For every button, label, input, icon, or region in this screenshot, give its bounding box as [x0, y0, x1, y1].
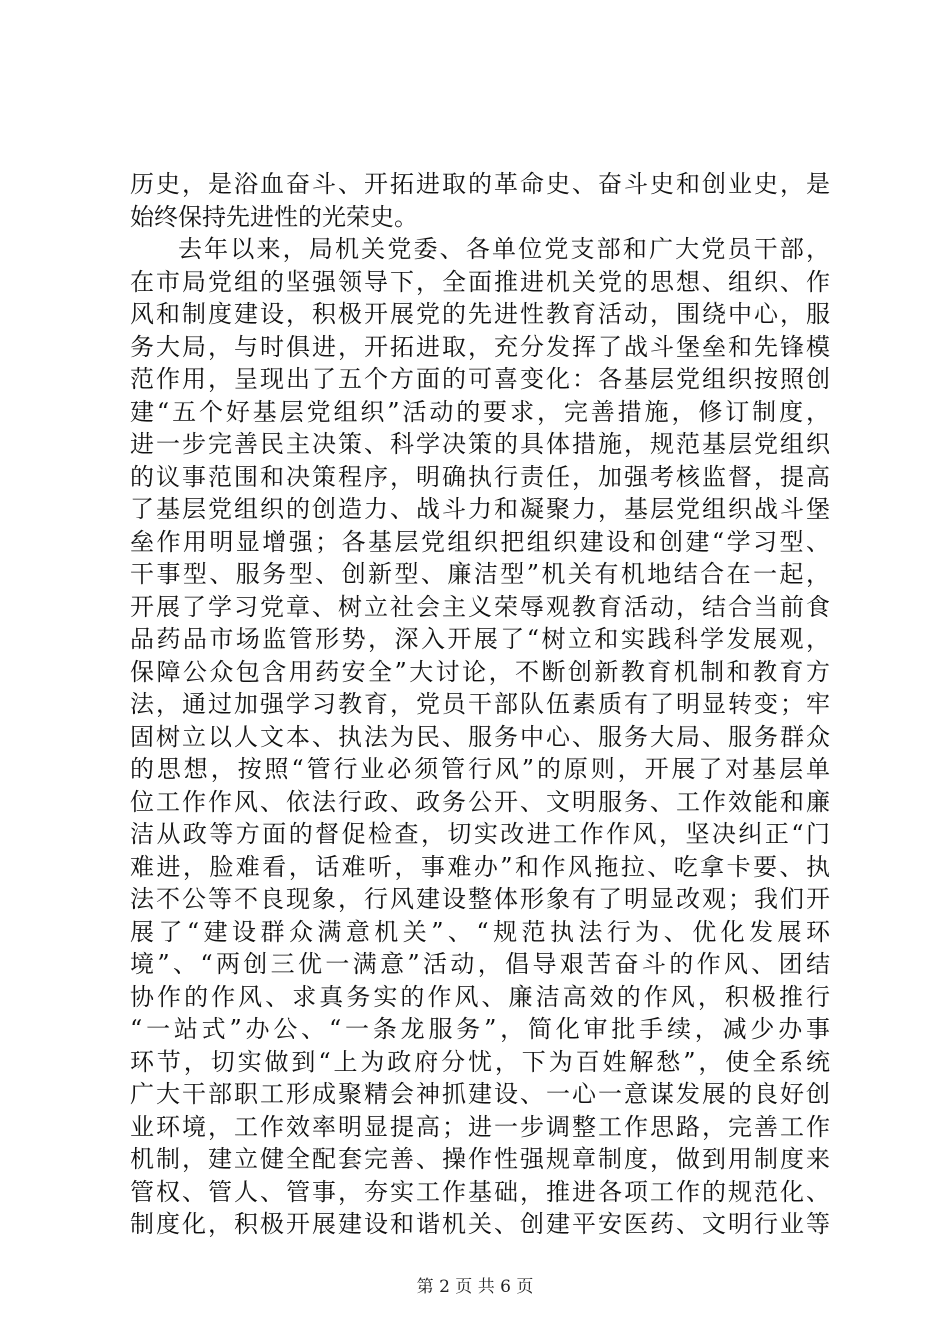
text-line: 开展了学习党章、树立社会主义荣辱观教育活动，结合当前食 — [130, 592, 830, 621]
text-line: 的思想，按照“管行业必须管行风”的原则，开展了对基层单 — [130, 755, 830, 783]
text-line: 机制，建立健全配套完善、操作性强规章制度，做到用制度来 — [130, 1145, 830, 1173]
text-line: 品药品市场监管形势，深入开展了“树立和实践科学发展观， — [130, 625, 830, 653]
text-line: 在市局党组的坚强领导下，全面推进机关党的思想、组织、作 — [130, 267, 830, 296]
text-line: 固树立以人文本、执法为民、服务中心、服务大局、服务群众 — [130, 722, 830, 751]
text-line: 范作用，呈现出了五个方面的可喜变化：各基层党组织按照创 — [130, 365, 830, 393]
text-line: 难进，脸难看，话难听，事难办”和作风拖拉、吃拿卡要、执 — [130, 852, 830, 881]
text-line: 管权、管人、管事，夯实工作基础，推进各项工作的规范化、 — [130, 1177, 830, 1206]
text-line: 位工作作风、依法行政、政务公开、文明服务、工作效能和廉 — [130, 787, 830, 816]
text-line: 法，通过加强学习教育，党员干部队伍素质有了明显转变；牢 — [130, 690, 830, 718]
text-line: 保障公众包含用药安全”大讨论，不断创新教育机制和教育方 — [130, 657, 830, 686]
text-line: 垒作用明显增强；各基层党组织把组织建设和创建“学习型、 — [130, 527, 830, 556]
text-line: 法不公等不良现象，行风建设整体形象有了明显改观；我们开 — [130, 885, 830, 913]
text-line: 协作的作风、求真务实的作风、廉洁高效的作风，积极推行 — [130, 982, 830, 1011]
text-line: 务大局，与时俱进，开拓进取，充分发挥了战斗堡垒和先锋模 — [130, 332, 830, 361]
text-line: 环节，切实做到“上为政府分忧，下为百姓解愁”，使全系统 — [130, 1047, 830, 1076]
text-line: 广大干部职工形成聚精会神抓建设、一心一意谋发展的良好创 — [130, 1080, 830, 1108]
text-line: 干事型、服务型、创新型、廉洁型”机关有机地结合在一起， — [130, 560, 830, 588]
paragraph-first-line: 去年以来，局机关党委、各单位党支部和广大党员干部， — [178, 235, 830, 263]
page-number-footer: 第 2 页 共 6 页 — [416, 1277, 534, 1297]
text-line: 的议事范围和决策程序，明确执行责任，加强考核监督，提高 — [130, 462, 830, 491]
text-line: 境”、“两创三优一满意”活动，倡导艰苦奋斗的作风、团结 — [130, 950, 830, 978]
text-line: 展了“建设群众满意机关”、“规范执法行为、优化发展环 — [130, 917, 830, 946]
text-line: 洁从政等方面的督促检查，切实改进工作作风，坚决纠正“门 — [130, 820, 830, 848]
text-line: 制度化，积极开展建设和谐机关、创建平安医药、文明行业等 — [130, 1210, 830, 1238]
text-line: 了基层党组织的创造力、战斗力和凝聚力，基层党组织战斗堡 — [130, 495, 830, 523]
text-line: 进一步完善民主决策、科学决策的具体措施，规范基层党组织 — [130, 430, 830, 458]
text-line: 始终保持先进性的光荣史。 — [130, 202, 418, 231]
text-line: 建“五个好基层党组织”活动的要求，完善措施，修订制度， — [130, 397, 830, 426]
text-line: 历史，是浴血奋斗、开拓进取的革命史、奋斗史和创业史，是 — [130, 170, 830, 198]
text-line: 业环境，工作效率明显提高；进一步调整工作思路，完善工作 — [130, 1112, 830, 1141]
document-body — [130, 168, 830, 1241]
text-line: “一站式”办公、“一条龙服务”，简化审批手续，减少办事 — [130, 1015, 830, 1043]
text-line: 风和制度建设，积极开展党的先进性教育活动，围绕中心，服 — [130, 300, 830, 328]
